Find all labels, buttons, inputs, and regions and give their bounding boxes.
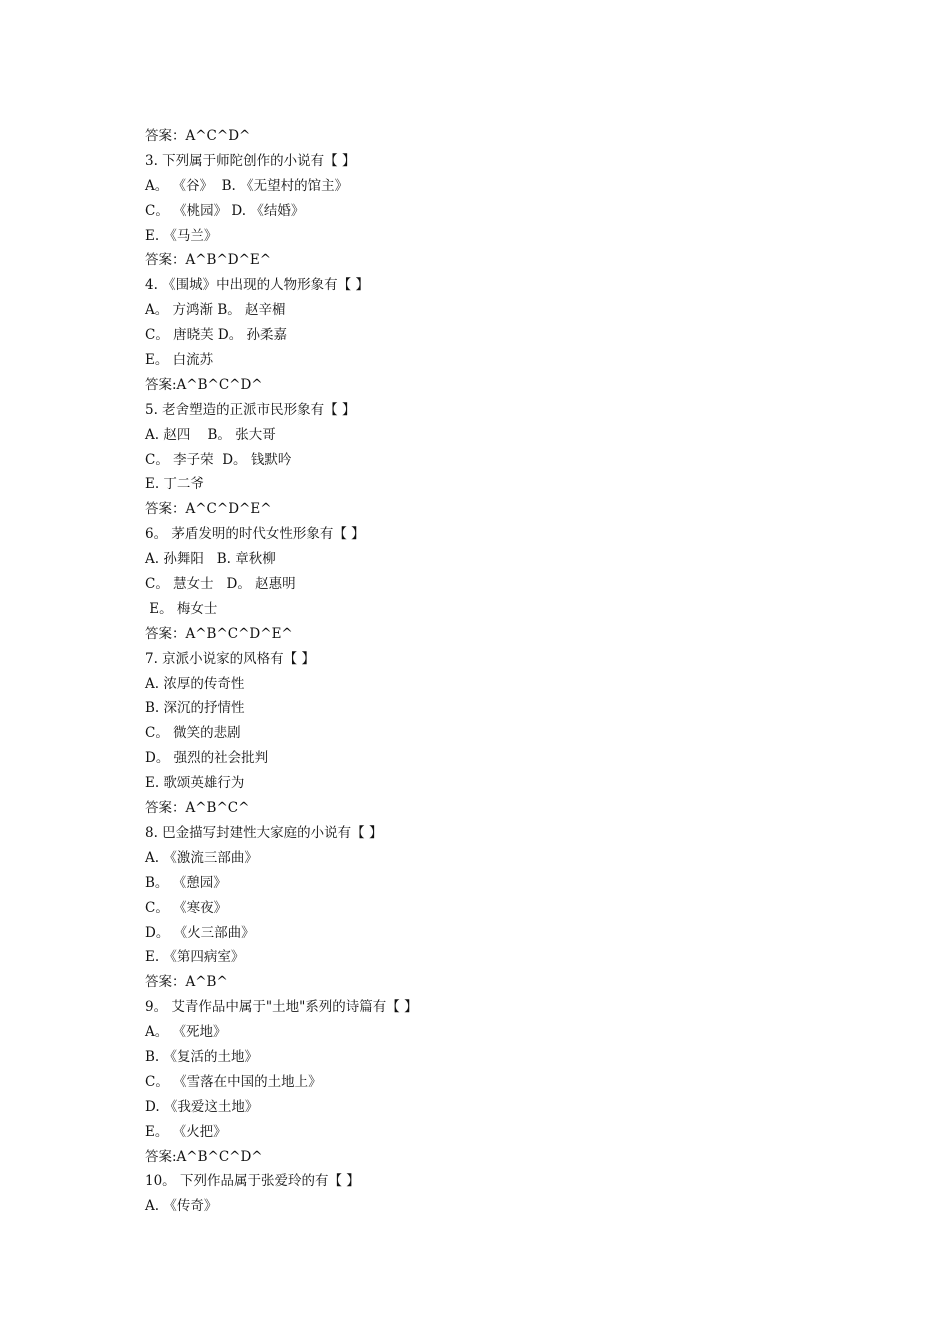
option-line: E. 《第四病室》 [145,949,245,966]
answer-line: 答案：A^B^C^ [145,800,250,817]
question-line: 10。 下列作品属于张爱玲的有【 】 [145,1173,360,1190]
answer-line: 答案：A^B^C^D^E^ [145,625,293,642]
question-line: 8. 巴金描写封建性大家庭的小说有【 】 [145,824,383,841]
option-line: D. 《我爱这土地》 [145,1098,259,1115]
document-body [145,126,845,1221]
option-line: E. 《马兰》 [145,227,218,244]
option-line: E. 歌颂英雄行为 [145,775,245,792]
option-line: D。 强烈的社会批判 [145,750,269,767]
question-line: 4. 《围城》中出现的人物形象有【 】 [145,277,369,294]
option-line: B。 《憩园》 [145,874,227,891]
answer-line: 答案：A^B^D^E^ [145,252,272,269]
option-line: C。 《雪落在中国的土地上》 [145,1073,322,1090]
option-line: E。 梅女士 [145,600,218,617]
option-line: A. 《传奇》 [145,1198,218,1215]
answer-line: 答案:A^B^C^D^ [145,1148,263,1165]
option-line: E. 丁二爷 [145,476,204,493]
option-line: C。 李子荣 D。 钱默吟 [145,451,292,468]
option-line: C。 慧女士 D。 赵惠明 [145,576,296,593]
option-line: A. 浓厚的传奇性 [145,675,245,692]
option-line: E。 白流苏 [145,352,214,369]
option-line: A。 《死地》 [145,1024,227,1041]
question-line: 6。 茅盾发明的时代女性形象有【 】 [145,526,365,543]
question-line: 3. 下列属于师陀创作的小说有【 】 [145,152,356,169]
option-line: A. 《激流三部曲》 [145,849,258,866]
option-line: A。 《谷》 B. 《无望村的馆主》 [145,177,349,194]
option-line: C。 唐晓芙 D。 孙柔嘉 [145,327,288,344]
option-line: E。 《火把》 [145,1123,227,1140]
question-line: 7. 京派小说家的风格有【 】 [145,650,315,667]
answer-line: 答案:A^B^C^D^ [145,376,263,393]
answer-line: 答案：A^B^ [145,974,228,991]
option-line: A. 赵四 B。 张大哥 [145,426,276,443]
option-line: C。 《寒夜》 [145,899,228,916]
question-line: 9。 艾青作品中属于"土地"系列的诗篇有【 】 [145,999,418,1016]
option-line: A。 方鸿渐 B。 赵辛楣 [145,302,286,319]
option-line: C。 微笑的悲剧 [145,725,241,742]
option-line: D。 《火三部曲》 [145,924,255,941]
question-line: 5. 老舍塑造的正派市民形象有【 】 [145,401,356,418]
option-line: B. 深沉的抒情性 [145,700,245,717]
answer-line: 答案：A^C^D^ [145,128,251,144]
option-line: C。 《桃园》 D. 《结婚》 [145,202,305,219]
option-line: B. 《复活的土地》 [145,1048,259,1065]
answer-line: 答案：A^C^D^E^ [145,501,272,518]
option-line: A. 孙舞阳 B. 章秋柳 [145,551,276,568]
